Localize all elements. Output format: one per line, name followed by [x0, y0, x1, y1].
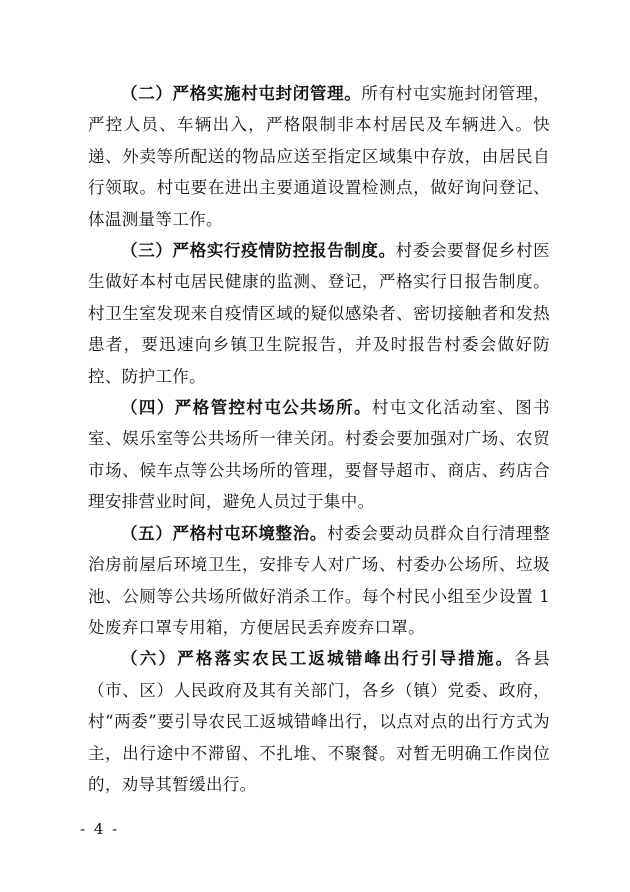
paragraph-migrant-workers — [88, 643, 550, 800]
paragraph-environment — [88, 518, 550, 644]
paragraph-reporting-system — [88, 235, 550, 392]
paragraph-text: 各县（市、区）人民政府及其有关部门，各乡（镇）党委、政府，村“两委”要引导农民工返城错峰出行，以点对点的出行方式为主，出行途中不滞留、不扎堆、不聚餐。对暂无明确工作岗位的，劝导其暂缓出行。 — [88, 649, 550, 794]
paragraph-heading: （四）严格管控村屯公共场所。 — [121, 398, 372, 418]
paragraph-heading: （五）严格村屯环境整治。 — [121, 523, 328, 543]
document-body — [88, 78, 550, 800]
paragraph-text: 村委会要动员群众自行清理整治房前屋后环境卫生，安排专人对广场、村委办公场所、垃圾池、公厕等公共场所做好消杀工作。每个村民小组至少设置 1 处废弃口罩专用箱，方便居民丢弃废弃口罩。 — [88, 523, 550, 637]
paragraph-text: 所有村屯实施封闭管理，严控人员、车辆出入，严格限制非本村居民及车辆进入。快递、外卖等所配送的物品应送至指定区域集中存放，由居民自行领取。村屯要在进出主要通道设置检测点，做好询问登记、体温测量等工作。 — [88, 84, 550, 229]
page-number: - 4 - — [80, 820, 120, 838]
paragraph-village-lockdown — [88, 78, 550, 235]
paragraph-text: 村委会要督促乡村医生做好本村屯居民健康的监测、登记，严格实行日报告制度。村卫生室发现来自疫情区域的疑似感染者、密切接触者和发热患者，要迅速向乡镇卫生院报告，并及时报告村委会做好防控、防护工作。 — [88, 241, 550, 386]
paragraph-heading: （三）严格实行疫情防控报告制度。 — [121, 241, 396, 261]
paragraph-text: 村屯文化活动室、图书室、娱乐室等公共场所一律关闭。村委会要加强对广场、农贸市场、候车点等公共场所的管理，要督导超市、商店、药店合理安排营业时间，避免人员过于集中。 — [88, 398, 550, 512]
paragraph-heading: （二）严格实施村屯封闭管理。 — [121, 84, 362, 103]
paragraph-public-places — [88, 392, 550, 518]
paragraph-heading: （六）严格落实农民工返城错峰出行引导措施。 — [121, 649, 515, 669]
